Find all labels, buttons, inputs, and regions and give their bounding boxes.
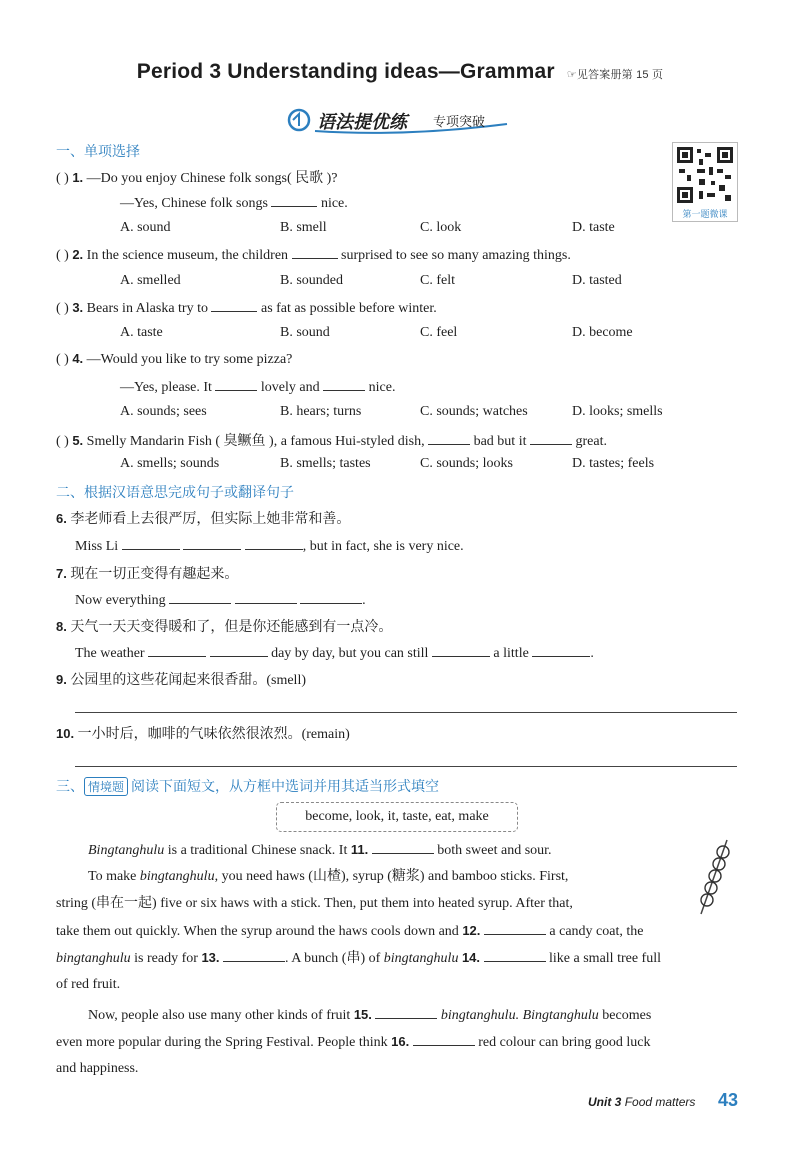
blank[interactable] <box>169 591 231 604</box>
blank[interactable] <box>223 949 285 962</box>
section1-heading: 一、单项选择 <box>56 143 140 159</box>
section-banner <box>285 104 513 136</box>
question-number: 3. <box>72 300 84 315</box>
qr-caption: 第一题微课 <box>682 209 728 219</box>
text: take them out quickly. When the syrup around the haws cools down and <box>56 924 459 939</box>
blank[interactable] <box>235 591 297 604</box>
item-9-cn <box>56 669 306 689</box>
answer-paren[interactable]: ( ) <box>56 352 69 367</box>
unit-label: Unit 3 <box>588 1095 622 1109</box>
item-8-en <box>75 644 594 662</box>
qr-code-icon <box>675 145 735 205</box>
section2-heading: 二、根据汉语意思完成句子或翻译句子 <box>56 484 294 500</box>
title-text: Period 3 Understanding ideas—Grammar <box>136 60 555 83</box>
passage-line-2 <box>88 863 688 890</box>
q5-option-b: B. smells; tastes <box>280 456 371 471</box>
question-stem: —Would you like to try some pizza? <box>86 352 293 367</box>
blank[interactable] <box>484 949 546 962</box>
stem-part: nice. <box>368 380 396 395</box>
q5-option-a: A. smells; sounds <box>120 456 220 471</box>
stem-part: —Yes, Chinese folk songs <box>120 196 268 211</box>
section3-prefix: 三、 <box>56 778 84 794</box>
answer-paren[interactable]: ( ) <box>56 301 69 316</box>
blank-number: 13. <box>201 950 220 965</box>
footer-unit <box>588 1095 695 1109</box>
blank[interactable] <box>245 537 303 550</box>
en-part: a little <box>493 646 529 661</box>
q2-option-d: D. tasted <box>572 273 622 288</box>
passage-line-9: and happiness. <box>56 1061 139 1076</box>
blank[interactable] <box>300 591 362 604</box>
text: , you need haws (山楂), syrup (糖浆) and bamboo sticks. First, <box>214 869 569 884</box>
answer-line-9[interactable] <box>75 712 737 713</box>
item-number: 10. <box>56 726 75 741</box>
term: bingtanghulu <box>56 951 131 966</box>
blank[interactable] <box>323 378 365 391</box>
blank[interactable] <box>211 299 257 312</box>
question-2 <box>56 246 571 264</box>
q2-option-a: A. smelled <box>120 273 181 288</box>
blank[interactable] <box>413 1033 475 1046</box>
item-8-cn <box>56 616 392 636</box>
stem-part: as fat as possible before winter. <box>260 301 437 316</box>
item-10-cn <box>56 723 350 743</box>
item-7-en <box>75 591 366 609</box>
blank[interactable] <box>532 644 590 657</box>
question-1-line2 <box>120 194 348 212</box>
page-number: 43 <box>718 1090 739 1110</box>
stem-part: In the science museum, the children <box>86 248 289 263</box>
q1-option-d: D. taste <box>572 220 615 235</box>
en-part: . <box>362 593 366 608</box>
item-7-cn <box>56 563 238 583</box>
question-number: 4. <box>72 351 84 366</box>
q2-option-c: C. felt <box>420 273 455 288</box>
passage-line-1 <box>88 836 688 864</box>
q3-option-b: B. sound <box>280 325 330 340</box>
q5-option-c: C. sounds; looks <box>420 456 513 471</box>
text: even more popular during the Spring Festival. People think <box>56 1035 388 1050</box>
term: bingtanghulu <box>139 869 215 884</box>
answer-line-10[interactable] <box>75 766 737 767</box>
banner-main: 语法提优练 <box>317 112 407 132</box>
question-number: 1. <box>72 170 84 185</box>
q4-option-b: B. hears; turns <box>280 404 362 419</box>
text: is a traditional Chinese snack. It <box>167 843 348 858</box>
question-number: 5. <box>72 433 84 448</box>
en-part: , but in fact, she is very nice. <box>302 539 464 554</box>
blank[interactable] <box>372 841 434 854</box>
stem-part: Bears in Alaska try to <box>86 301 208 316</box>
item-number: 9. <box>56 672 67 687</box>
answer-paren[interactable]: ( ) <box>56 248 69 263</box>
question-1 <box>56 167 337 187</box>
text: To make <box>88 869 137 884</box>
item-6-en <box>75 537 464 555</box>
q3-option-a: A. taste <box>120 325 163 340</box>
question-stem: —Do you enjoy Chinese folk songs( 民歌 )? <box>86 171 338 186</box>
en-part: Now everything <box>75 593 166 608</box>
q3-option-c: C. feel <box>420 325 458 340</box>
q1-option-b: B. smell <box>280 220 327 235</box>
stem-part: great. <box>575 434 607 449</box>
chinese-sentence: 一小时后，咖啡的气味依然很浓烈。(remain) <box>77 727 350 742</box>
q1-option-a: A. sound <box>120 220 171 235</box>
item-number: 6. <box>56 511 67 526</box>
passage-line-6: of red fruit. <box>56 977 121 992</box>
item-6-cn <box>56 508 350 528</box>
passage-line-4 <box>56 917 738 945</box>
section3-heading <box>56 776 439 796</box>
question-5 <box>56 430 607 450</box>
en-part: . <box>590 646 594 661</box>
chinese-sentence: 现在一切正变得有趣起来。 <box>70 567 239 582</box>
question-3 <box>56 299 437 317</box>
answer-ref-text: 见答案册第 15 页 <box>576 69 664 81</box>
passage-line-7 <box>88 1001 738 1029</box>
stem-part: lovely and <box>260 380 320 395</box>
blank[interactable] <box>292 246 338 259</box>
blank[interactable] <box>122 537 180 550</box>
q1-option-c: C. look <box>420 220 462 235</box>
term: bingtanghulu <box>383 951 459 966</box>
text: red colour can bring good luck <box>478 1035 651 1050</box>
page-title <box>0 60 800 84</box>
blank[interactable] <box>432 644 490 657</box>
text: is ready for <box>134 951 198 966</box>
q3-option-d: D. become <box>572 325 633 340</box>
text: both sweet and sour. <box>437 843 552 858</box>
stem-part: surprised to see so many amazing things. <box>341 248 571 263</box>
stem-part: bad but it <box>473 434 527 449</box>
blank-number: 16. <box>391 1034 410 1049</box>
item-number: 7. <box>56 566 67 581</box>
stem-part: nice. <box>320 196 348 211</box>
en-part: day by day, but you can still <box>271 646 429 661</box>
chinese-sentence: 李老师看上去很严厉，但实际上她非常和善。 <box>70 512 351 527</box>
term: bingtanghulu. Bingtanghulu <box>440 1008 599 1023</box>
text: Now, people also use many other kinds of fruit <box>88 1008 351 1023</box>
answer-paren[interactable]: ( ) <box>56 171 69 186</box>
passage-line-5 <box>56 944 738 972</box>
text: becomes <box>602 1008 652 1023</box>
question-4-line2 <box>120 378 395 396</box>
passage-line-8 <box>56 1028 738 1056</box>
banner-sub: 专项突破 <box>433 114 486 129</box>
stem-part: —Yes, please. It <box>120 380 212 395</box>
q2-option-b: B. sounded <box>280 273 343 288</box>
blank[interactable] <box>271 194 317 207</box>
chinese-sentence: 天气一天天变得暖和了，但是你还能感到有一点冷。 <box>70 620 393 635</box>
blank[interactable] <box>530 432 572 445</box>
question-number: 2. <box>72 247 84 262</box>
answer-paren[interactable]: ( ) <box>56 434 69 449</box>
blank[interactable] <box>210 644 268 657</box>
term: Bingtanghulu <box>88 843 165 858</box>
chinese-sentence: 公园里的这些花闻起来很香甜。(smell) <box>70 673 306 688</box>
q5-option-d: D. tastes; feels <box>572 456 655 471</box>
passage-line-3: string (串在一起) five or six haws with a stick. Then, put them into heated syrup. After that, <box>56 896 573 911</box>
text: like a small tree full <box>549 951 661 966</box>
blank-number: 14. <box>461 950 481 965</box>
blank[interactable] <box>428 432 470 445</box>
q4-option-c: C. sounds; watches <box>420 404 528 419</box>
en-part: The weather <box>75 646 145 661</box>
blank-number: 12. <box>462 923 481 938</box>
qr-code[interactable] <box>672 142 738 222</box>
item-number: 8. <box>56 619 67 634</box>
blank[interactable] <box>375 1006 437 1019</box>
context-tag: 情境题 <box>84 777 128 796</box>
word-box: become, look, it, taste, eat, make <box>276 802 518 832</box>
unit-title: Food matters <box>624 1095 696 1109</box>
blank-number: 15. <box>353 1007 372 1022</box>
tanghulu-icon <box>693 838 733 918</box>
blank[interactable] <box>215 378 257 391</box>
blank-number: 11. <box>350 842 369 857</box>
blank[interactable] <box>484 922 546 935</box>
blank[interactable] <box>183 537 241 550</box>
en-part: Miss Li <box>75 539 119 554</box>
text: a candy coat, the <box>549 924 644 939</box>
stem-part: Smelly Mandarin Fish ( 臭鳜鱼 ), a famous Hui-styled dish, <box>86 434 425 449</box>
question-4 <box>56 351 292 368</box>
blank[interactable] <box>148 644 206 657</box>
q4-option-d: D. looks; smells <box>572 404 663 419</box>
text: . A bunch (串) of <box>285 951 381 966</box>
section3-heading-text: 阅读下面短文，从方框中选词并用其适当形式填空 <box>131 778 440 794</box>
answer-reference: ☞见答案册第 15 页 <box>566 69 664 81</box>
q4-option-a: A. sounds; sees <box>120 404 207 419</box>
